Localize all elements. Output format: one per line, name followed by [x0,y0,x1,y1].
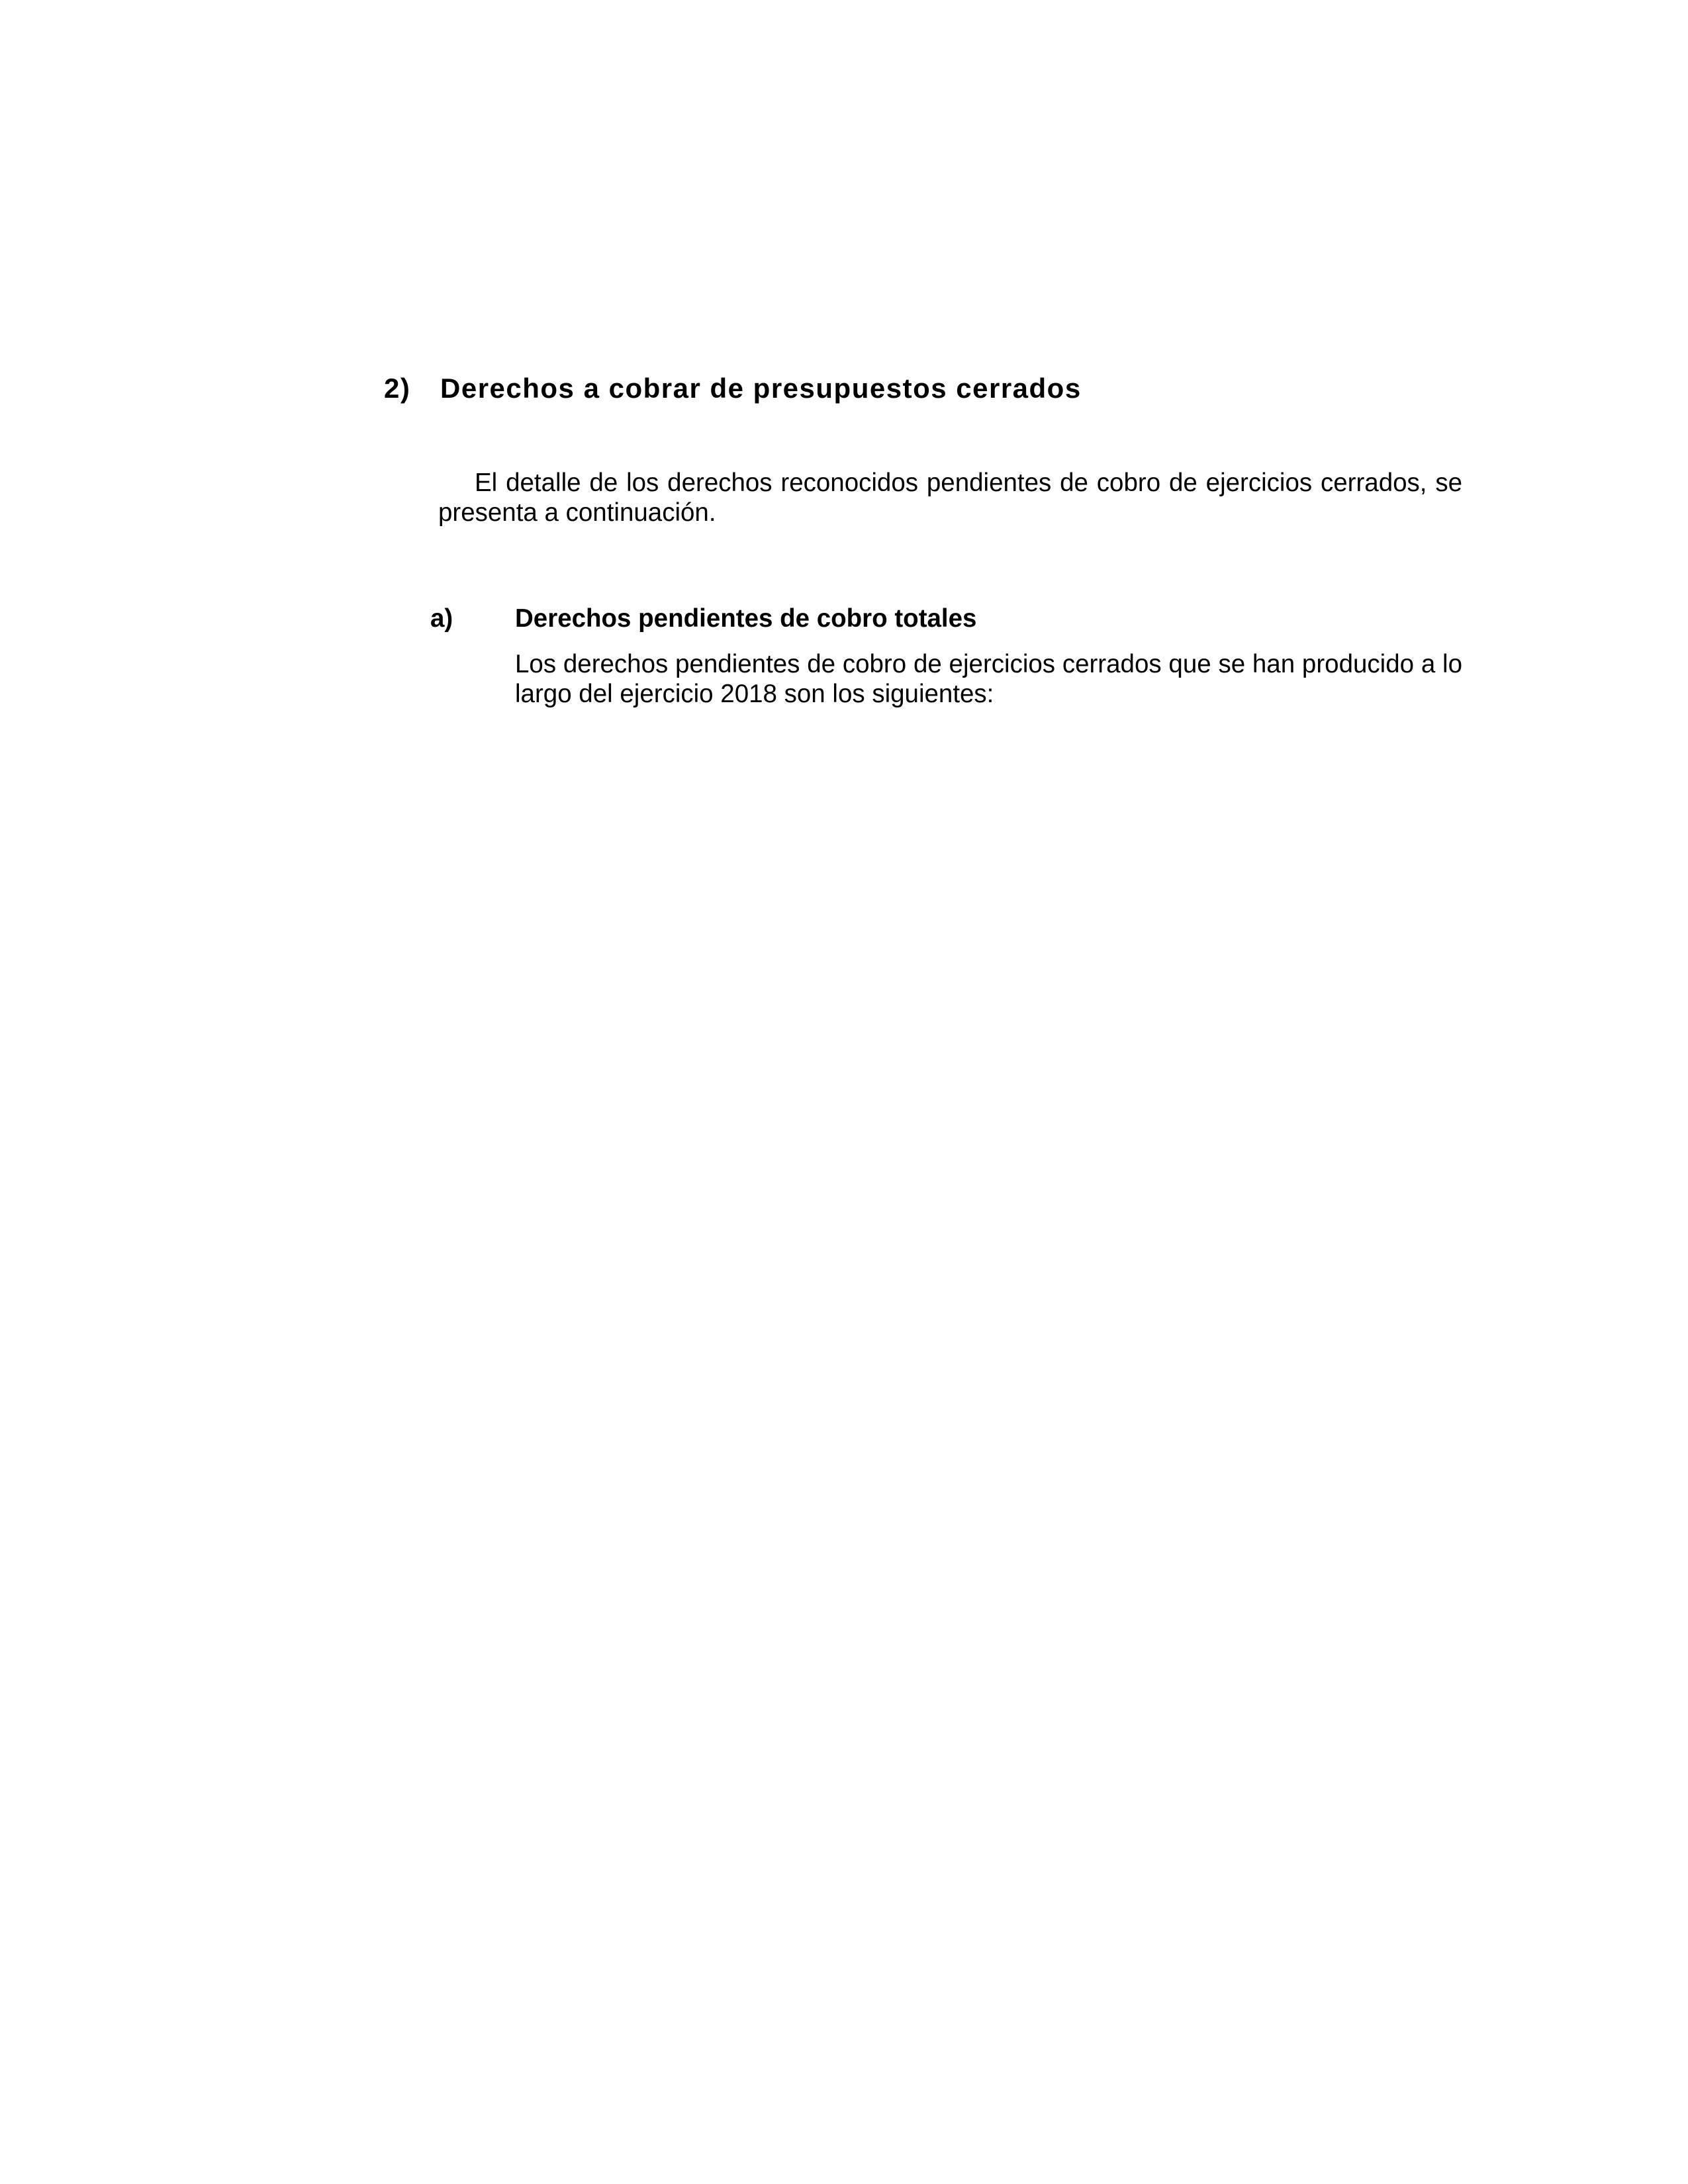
section-number: 2) [384,373,411,404]
subsection-marker: a) [430,604,453,633]
intro-paragraph: El detalle de los derechos reconocidos pendientes de cobro de ejercicios cerrados, se presenta a continuación. [438,469,1462,527]
subsection-title: Derechos pendientes de cobro totales [515,604,977,633]
section-heading [384,372,1509,405]
section-title: Derechos a cobrar de presupuestos cerrados [440,373,1082,404]
subsection-paragraph: Los derechos pendientes de cobro de ejercicios cerrados que se han producido a lo largo del ejercicio 2018 son los siguientes: [515,650,1462,708]
